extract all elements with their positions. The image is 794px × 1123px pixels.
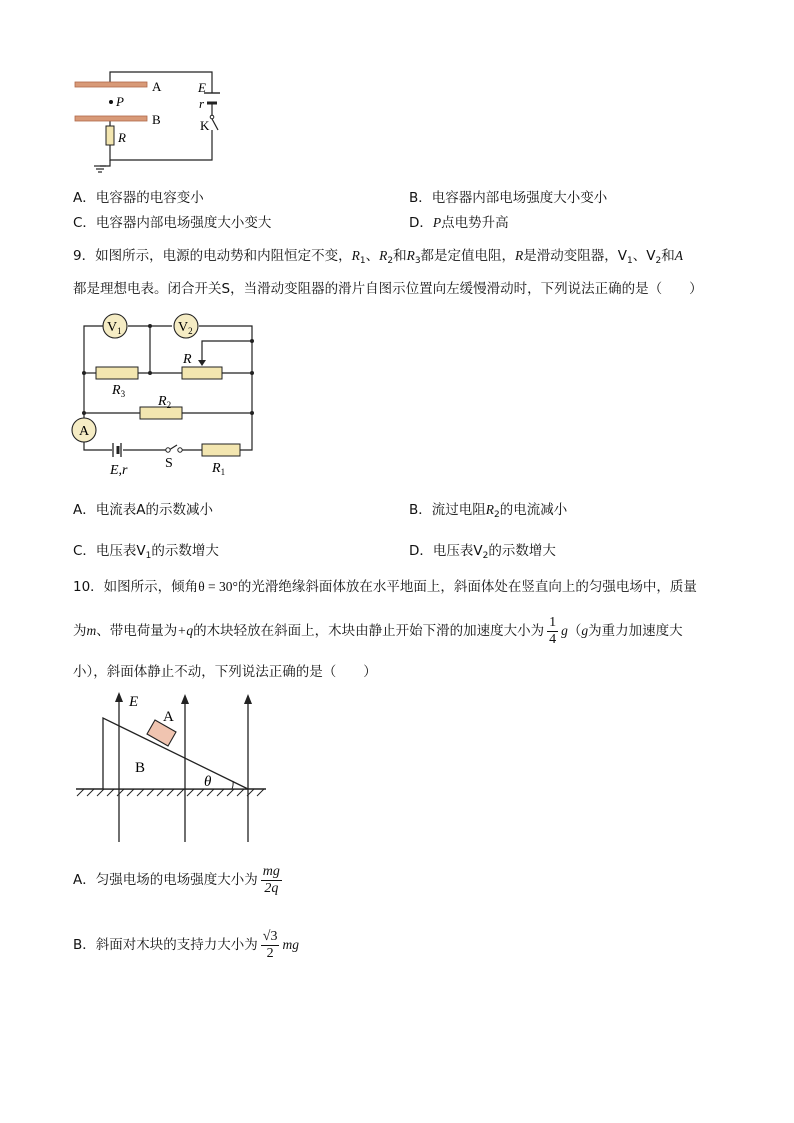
q9-stem-line1: 9．如图所示，电源的电动势和内阻恒定不变，$R_1$、$R_2$和$R_3$都是定值电阻，R是滑动变阻器，$V_1$、$V_2$和A — [73, 248, 684, 266]
incline-body-b — [103, 718, 248, 789]
fraction-root3-over-2: $\frac{√3}{2}$ — [262, 928, 278, 961]
ammeter-label: A — [79, 424, 90, 439]
label-r: R — [118, 130, 126, 145]
q9-option-b: B．流过电阻$R_2$的电流减小 — [409, 502, 568, 520]
fraction-mg-over-2q: $\frac{mg}{2q}$ — [262, 863, 280, 896]
q10-stem-line2: 为m、带电荷量为+q的木块轻放在斜面上，木块由静止开始下滑的加速度大小为 $\frac{1}{4}$ g（g为重力加速度大 — [73, 614, 683, 647]
r3-label: $R_3$ — [112, 383, 126, 399]
v2-label: $V_2$ — [178, 320, 193, 336]
block-label-a: A — [163, 709, 174, 725]
resistor-r — [106, 126, 114, 145]
resistor-r1 — [202, 444, 240, 456]
q9-stem-line2: 都是理想电表。闭合开关S，当滑动变阻器的滑片自图示位置向左缓慢滑动时，下列说法正确的是（ ） — [73, 281, 703, 297]
field-label-e: E — [129, 694, 139, 710]
label-b: B — [152, 112, 161, 127]
plate-b — [75, 116, 147, 121]
label-k: K — [200, 118, 210, 133]
q8-option-b: B．电容器内部电场强度大小变小 — [409, 190, 608, 206]
incline-label-b: B — [135, 760, 146, 776]
switch-label: S — [165, 456, 173, 471]
r-label: R — [183, 352, 192, 367]
angle-label: θ — [204, 774, 212, 790]
q9-option-c: C．电压表$V_1$的示数增大 — [73, 543, 219, 561]
q9-option-a: A．电流表A的示数减小 — [73, 502, 213, 518]
rheostat-circuit-figure — [70, 310, 270, 480]
resistor-r3 — [96, 367, 138, 379]
label-e: E — [198, 80, 206, 95]
incline-field-figure — [70, 690, 275, 848]
q10-option-a: A．匀强电场的电场强度大小为 $\frac{mg}{2q}$ — [73, 863, 280, 896]
q8-option-a: A．电容器的电容变小 — [73, 190, 204, 206]
q9-option-d: D．电压表$V_2$的示数增大 — [409, 543, 556, 561]
label-internal-r: r — [199, 96, 205, 111]
fraction-one-quarter: $\frac{1}{4}$ — [549, 614, 557, 647]
q8-option-c: C．电容器内部电场强度大小变大 — [73, 215, 272, 231]
q10-option-b: B．斜面对木块的支持力大小为 $\frac{√3}{2}$ mg — [73, 928, 299, 961]
plate-a — [75, 82, 147, 87]
rheostat-r — [182, 367, 222, 379]
q8-option-d: D．P点电势升高 — [409, 215, 509, 231]
capacitor-circuit-figure — [70, 62, 240, 182]
label-a: A — [152, 79, 162, 94]
q10-stem-line3: 小），斜面体静止不动，下列说法正确的是（ ） — [73, 664, 377, 680]
v1-label: $V_1$ — [107, 320, 122, 336]
r1-label: $R_1$ — [212, 461, 226, 477]
source-label: E,r — [110, 463, 128, 478]
label-p: P — [116, 94, 124, 109]
r2-label: $R_2$ — [158, 394, 172, 410]
q10-stem-line1: 10．如图所示，倾角θ = 30°的光滑绝缘斜面体放在水平地面上，斜面体处在竖直向上的匀强电场中，质量 — [73, 579, 697, 595]
